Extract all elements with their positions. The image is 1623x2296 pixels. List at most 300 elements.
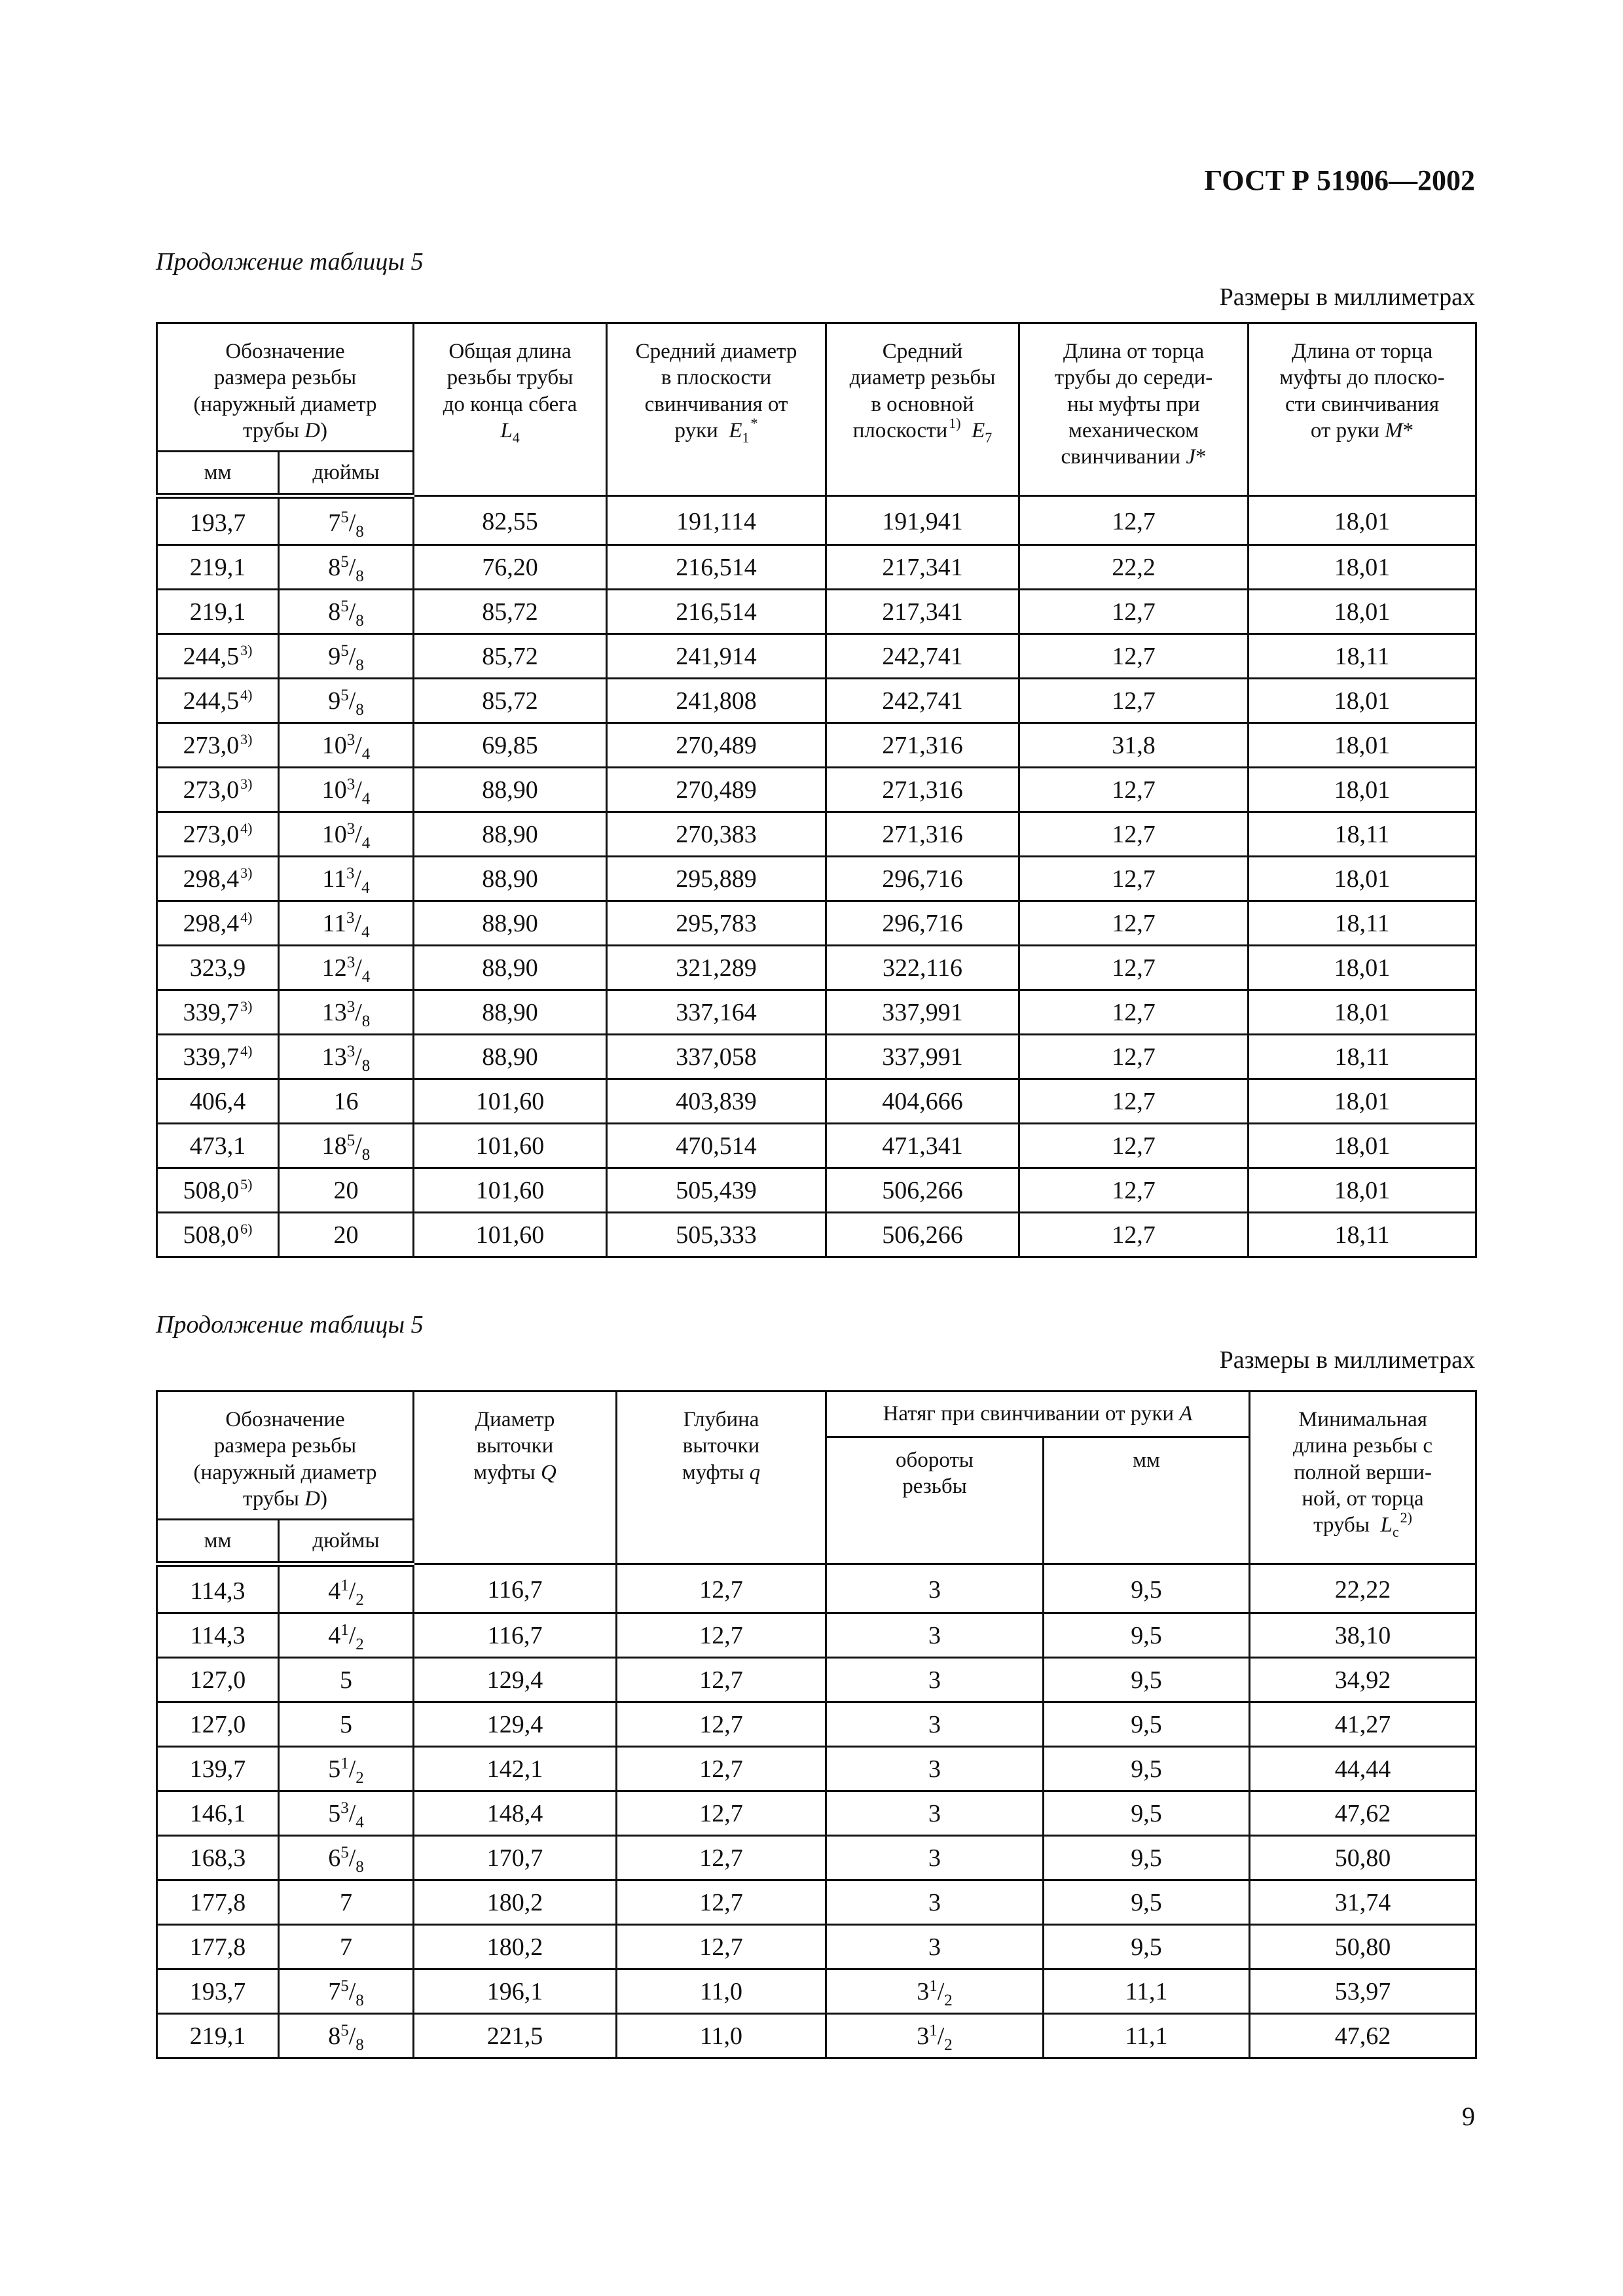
cell-standoff-mm: 9,5 (1044, 1791, 1250, 1836)
inch-slash: / (348, 509, 356, 537)
cell-length-m: 18,01 (1249, 946, 1476, 990)
cell-length-j: 12,7 (1019, 1213, 1249, 1257)
table-row (157, 679, 1476, 723)
cell-mm (157, 496, 279, 545)
turns-cell (826, 1969, 1044, 2014)
turns-cell (826, 1747, 1044, 1791)
cell-standoff-mm: 9,5 (1044, 1613, 1250, 1658)
cell-pitch-e7: 322,116 (826, 946, 1019, 990)
t1-header-length-m: Длина от торца муфты до плоско- сти свинчивания от руки M* (1249, 323, 1476, 496)
inch-cell (279, 1213, 414, 1257)
t2-header-designation: Обозначение размера резьбы (наружный диаметр трубы D) (157, 1391, 414, 1520)
inch-slash: / (354, 865, 362, 893)
inch-denominator: 8 (356, 656, 364, 674)
cell-min-length: 38,10 (1250, 1613, 1476, 1658)
table-row (157, 1880, 1476, 1925)
mm-value: 508,0 (183, 1176, 240, 1204)
inch-cell (279, 1079, 414, 1124)
cell-min-length: 22,22 (1250, 1564, 1476, 1613)
cell-mm (157, 1836, 279, 1880)
table-row (157, 901, 1476, 946)
cell-length-m: 18,01 (1249, 1168, 1476, 1213)
inch-whole: 11 (322, 865, 347, 893)
inch-slash: / (355, 1043, 362, 1071)
cell-length-m: 18,11 (1249, 634, 1476, 679)
cell-pitch-e7: 217,341 (826, 545, 1019, 590)
inch-whole: 5 (340, 1666, 352, 1694)
inch-cell (279, 1969, 414, 2014)
footnote-ref: 4) (240, 819, 253, 836)
cell-recess-diameter: 180,2 (414, 1925, 617, 1969)
cell-recess-depth: 12,7 (617, 1836, 826, 1880)
inch-numerator: 1 (340, 1576, 349, 1594)
cell-standoff-mm: 9,5 (1044, 1836, 1250, 1880)
footnote-ref: 4) (240, 908, 253, 925)
turns-cell (826, 1925, 1044, 1969)
cell-min-length: 34,92 (1250, 1658, 1476, 1702)
cell-recess-depth: 11,0 (617, 1969, 826, 2014)
t2-header-mm: мм (157, 1520, 279, 1564)
t2-header-min-length: Минимальная длина резьбы с полной верши- ной, от торца трубы $L_c^{2)}$ (1250, 1391, 1476, 1564)
inch-slash: / (348, 642, 356, 670)
inch-slash: / (348, 598, 356, 626)
inch-denominator: 4 (361, 923, 370, 941)
turns-denominator: 2 (944, 1991, 953, 2009)
cell-pitch-e1: 295,783 (607, 901, 826, 946)
t1-header-length-l4: Общая длина резьбы трубы до конца сбега $L_4$ (414, 323, 607, 496)
cell-length-j: 12,7 (1019, 946, 1249, 990)
inch-whole: 4 (328, 1577, 341, 1605)
cell-length-l4: 85,72 (414, 590, 607, 634)
cell-length-m: 18,01 (1249, 723, 1476, 768)
cell-length-l4: 88,90 (414, 901, 607, 946)
table2-units: Размеры в миллиметрах (1219, 1346, 1475, 1374)
cell-mm (157, 812, 279, 857)
cell-standoff-mm: 9,5 (1044, 1564, 1250, 1613)
cell-length-l4: 101,60 (414, 1124, 607, 1168)
inch-numerator: 3 (340, 1799, 349, 1817)
footnote-ref: 3) (240, 641, 253, 658)
cell-length-m: 18,01 (1249, 1124, 1476, 1168)
cell-mm (157, 1658, 279, 1702)
inch-cell (279, 1613, 414, 1658)
cell-pitch-e7: 217,341 (826, 590, 1019, 634)
inch-slash: / (355, 776, 362, 804)
cell-pitch-e1: 321,289 (607, 946, 826, 990)
t1-header-designation: Обозначение размера резьбы (наружный диаметр трубы D) (157, 323, 414, 452)
inch-numerator: 5 (340, 641, 349, 660)
turns-denominator: 2 (944, 2036, 953, 2054)
cell-recess-diameter: 142,1 (414, 1747, 617, 1791)
table2-caption: Продолжение таблицы 5 (156, 1311, 424, 1338)
turns-cell (826, 1791, 1044, 1836)
inch-numerator: 5 (340, 1977, 349, 1995)
cell-length-l4: 85,72 (414, 634, 607, 679)
cell-mm (157, 545, 279, 590)
inch-whole: 5 (340, 1710, 352, 1738)
turns-cell (826, 2014, 1044, 2058)
mm-value: 244,5 (183, 687, 240, 715)
cell-recess-diameter: 116,7 (414, 1613, 617, 1658)
mm-value: 219,1 (189, 553, 246, 581)
inch-cell (279, 1747, 414, 1791)
table-row (157, 1969, 1476, 2014)
cell-standoff-mm: 9,5 (1044, 1925, 1250, 1969)
cell-standoff-mm: 9,5 (1044, 1880, 1250, 1925)
turns-whole: 3 (928, 1755, 941, 1783)
cell-length-j: 12,7 (1019, 590, 1249, 634)
cell-pitch-e1: 216,514 (607, 590, 826, 634)
cell-recess-diameter: 180,2 (414, 1880, 617, 1925)
turns-slash: / (937, 1977, 945, 2005)
turns-cell (826, 1564, 1044, 1613)
cell-length-l4: 101,60 (414, 1213, 607, 1257)
inch-numerator: 5 (340, 597, 349, 615)
inch-numerator: 5 (340, 552, 349, 571)
cell-mm (157, 634, 279, 679)
inch-denominator: 4 (361, 878, 370, 897)
cell-pitch-e1: 216,514 (607, 545, 826, 590)
cell-pitch-e1: 470,514 (607, 1124, 826, 1168)
mm-value: 298,4 (183, 909, 240, 937)
cell-pitch-e7: 242,741 (826, 679, 1019, 723)
cell-length-j: 12,7 (1019, 812, 1249, 857)
turns-cell (826, 1880, 1044, 1925)
turns-whole: 3 (928, 1799, 941, 1827)
mm-value: 298,4 (183, 865, 240, 893)
table2 (156, 1390, 1477, 2059)
cell-recess-diameter: 196,1 (414, 1969, 617, 2014)
cell-length-l4: 88,90 (414, 857, 607, 901)
cell-mm (157, 1702, 279, 1747)
cell-pitch-e1: 295,889 (607, 857, 826, 901)
t2-header-recess-diameter: Диаметр выточки муфты Q (414, 1391, 617, 1564)
turns-whole: 3 (928, 1933, 941, 1961)
inch-denominator: 4 (361, 789, 371, 808)
table-row (157, 590, 1476, 634)
cell-mm (157, 1925, 279, 1969)
cell-standoff-mm: 11,1 (1044, 1969, 1250, 2014)
footnote-ref: 4) (240, 1042, 253, 1059)
cell-length-j: 12,7 (1019, 990, 1249, 1035)
cell-length-l4: 69,85 (414, 723, 607, 768)
inch-numerator: 3 (346, 953, 356, 971)
inch-cell (279, 990, 414, 1035)
cell-pitch-e7: 506,266 (826, 1213, 1019, 1257)
inch-whole: 7 (328, 509, 341, 537)
inch-denominator: 8 (356, 1857, 364, 1876)
table-row (157, 496, 1476, 545)
cell-mm (157, 2014, 279, 2058)
cell-length-m: 18,01 (1249, 590, 1476, 634)
inch-whole: 12 (321, 954, 347, 982)
cell-recess-depth: 12,7 (617, 1613, 826, 1658)
inch-slash: / (348, 2022, 356, 2050)
table-row (157, 1613, 1476, 1658)
inch-numerator: 3 (346, 730, 356, 749)
inch-whole: 8 (328, 598, 341, 626)
cell-mm (157, 768, 279, 812)
inch-cell (279, 1035, 414, 1079)
mm-value: 244,5 (183, 642, 240, 670)
cell-recess-diameter: 221,5 (414, 2014, 617, 2058)
inch-slash: / (348, 1755, 356, 1783)
inch-cell (279, 812, 414, 857)
mm-value: 146,1 (189, 1799, 246, 1827)
inch-cell (279, 768, 414, 812)
t1-header-pitch-e7: Средний диаметр резьбы в основной плоскости$^{1)}$ $E_7$ (826, 323, 1019, 496)
table-row (157, 1658, 1476, 1702)
inch-whole: 9 (328, 687, 341, 715)
inch-cell (279, 679, 414, 723)
table-row (157, 1124, 1476, 1168)
cell-length-l4: 101,60 (414, 1168, 607, 1213)
cell-length-j: 12,7 (1019, 1035, 1249, 1079)
cell-pitch-e7: 271,316 (826, 723, 1019, 768)
inch-denominator: 2 (356, 1768, 364, 1787)
t2-header-recess-depth: Глубина выточки муфты q (617, 1391, 826, 1564)
inch-cell (279, 545, 414, 590)
inch-denominator: 8 (356, 611, 364, 630)
table-row (157, 1035, 1476, 1079)
cell-mm (157, 1791, 279, 1836)
mm-value: 406,4 (189, 1087, 246, 1115)
cell-length-j: 12,7 (1019, 1079, 1249, 1124)
cell-mm (157, 901, 279, 946)
table-row (157, 946, 1476, 990)
t2-header-standoff-mm: мм (1044, 1437, 1250, 1564)
turns-whole: 3 (928, 1666, 941, 1694)
table-row (157, 1836, 1476, 1880)
inch-denominator: 8 (356, 1991, 364, 2009)
inch-slash: / (348, 1621, 356, 1649)
table-row (157, 723, 1476, 768)
inch-whole: 7 (340, 1888, 352, 1916)
cell-pitch-e7: 191,941 (826, 496, 1019, 545)
turns-slash: / (937, 2022, 945, 2050)
mm-value: 127,0 (189, 1666, 246, 1694)
footnote-ref: 5) (240, 1175, 253, 1193)
inch-whole: 5 (328, 1755, 341, 1783)
turns-numerator: 1 (929, 1977, 938, 1995)
cell-mm (157, 1880, 279, 1925)
turns-whole: 3 (928, 1844, 941, 1872)
cell-recess-depth: 12,7 (617, 1658, 826, 1702)
inch-cell (279, 1702, 414, 1747)
inch-numerator: 3 (346, 908, 355, 927)
inch-slash: / (355, 954, 362, 982)
mm-value: 219,1 (189, 598, 246, 626)
turns-cell (826, 1613, 1044, 1658)
inch-cell (279, 1658, 414, 1702)
inch-cell (279, 1880, 414, 1925)
inch-cell (279, 1836, 414, 1880)
cell-min-length: 47,62 (1250, 2014, 1476, 2058)
footnote-ref: 3) (240, 864, 253, 881)
cell-length-l4: 88,90 (414, 812, 607, 857)
mm-value: 139,7 (189, 1755, 246, 1783)
turns-whole: 3 (928, 1621, 941, 1649)
inch-cell (279, 857, 414, 901)
table-row (157, 812, 1476, 857)
cell-recess-depth: 12,7 (617, 1880, 826, 1925)
cell-min-length: 50,80 (1250, 1836, 1476, 1880)
cell-pitch-e1: 191,114 (607, 496, 826, 545)
cell-recess-diameter: 148,4 (414, 1791, 617, 1836)
cell-mm (157, 1079, 279, 1124)
turns-numerator: 1 (929, 2021, 938, 2039)
table-row (157, 1564, 1476, 1613)
inch-cell (279, 1124, 414, 1168)
inch-whole: 13 (321, 1043, 347, 1071)
inch-numerator: 5 (346, 1131, 356, 1149)
cell-mm (157, 590, 279, 634)
table-row (157, 1168, 1476, 1213)
cell-pitch-e1: 270,383 (607, 812, 826, 857)
cell-length-j: 12,7 (1019, 634, 1249, 679)
turns-whole: 3 (917, 2022, 930, 2050)
inch-cell (279, 1925, 414, 1969)
cell-recess-diameter: 116,7 (414, 1564, 617, 1613)
cell-length-l4: 88,90 (414, 768, 607, 812)
mm-value: 114,3 (190, 1577, 246, 1605)
inch-slash: / (355, 820, 362, 848)
inch-whole: 11 (322, 909, 347, 937)
cell-length-l4: 82,55 (414, 496, 607, 545)
cell-mm (157, 1168, 279, 1213)
cell-recess-diameter: 129,4 (414, 1658, 617, 1702)
inch-cell (279, 901, 414, 946)
inch-cell (279, 2014, 414, 2058)
table-row (157, 2014, 1476, 2058)
cell-mm (157, 723, 279, 768)
footnote-ref: 3) (240, 730, 253, 747)
cell-length-m: 18,11 (1249, 812, 1476, 857)
cell-mm (157, 1564, 279, 1613)
cell-length-l4: 88,90 (414, 946, 607, 990)
cell-mm (157, 990, 279, 1035)
inch-numerator: 3 (346, 864, 355, 882)
inch-whole: 7 (328, 1977, 341, 2005)
inch-cell (279, 590, 414, 634)
cell-recess-diameter: 129,4 (414, 1702, 617, 1747)
cell-min-length: 50,80 (1250, 1925, 1476, 1969)
cell-length-j: 12,7 (1019, 1168, 1249, 1213)
cell-pitch-e7: 271,316 (826, 812, 1019, 857)
cell-length-l4: 88,90 (414, 990, 607, 1035)
inch-whole: 5 (328, 1799, 341, 1827)
inch-numerator: 3 (346, 775, 356, 793)
inch-denominator: 2 (356, 1635, 364, 1653)
table-row (157, 1702, 1476, 1747)
mm-value: 273,0 (183, 820, 240, 848)
table1 (156, 322, 1477, 1258)
inch-whole: 6 (328, 1844, 341, 1872)
table-row (157, 1079, 1476, 1124)
cell-min-length: 44,44 (1250, 1747, 1476, 1791)
inch-whole: 10 (321, 731, 347, 759)
cell-min-length: 53,97 (1250, 1969, 1476, 2014)
cell-pitch-e7: 337,991 (826, 1035, 1019, 1079)
cell-length-m: 18,01 (1249, 1079, 1476, 1124)
inch-numerator: 3 (346, 997, 356, 1016)
cell-length-l4: 88,90 (414, 1035, 607, 1079)
cell-length-m: 18,11 (1249, 1035, 1476, 1079)
cell-pitch-e1: 270,489 (607, 723, 826, 768)
document-code: ГОСТ Р 51906—2002 (1204, 164, 1475, 196)
cell-recess-depth: 12,7 (617, 1564, 826, 1613)
table1-caption: Продолжение таблицы 5 (156, 248, 424, 276)
cell-pitch-e1: 337,164 (607, 990, 826, 1035)
mm-value: 339,7 (183, 1043, 240, 1071)
cell-length-m: 18,01 (1249, 496, 1476, 545)
cell-length-m: 18,01 (1249, 768, 1476, 812)
inch-numerator: 5 (340, 686, 349, 704)
cell-pitch-e1: 403,839 (607, 1079, 826, 1124)
inch-denominator: 4 (356, 1813, 364, 1831)
table-row (157, 1747, 1476, 1791)
inch-denominator: 4 (361, 834, 371, 852)
cell-pitch-e1: 270,489 (607, 768, 826, 812)
cell-pitch-e7: 337,991 (826, 990, 1019, 1035)
inch-slash: / (355, 998, 362, 1026)
footnote-ref: 6) (240, 1220, 253, 1237)
cell-mm (157, 1613, 279, 1658)
mm-value: 273,0 (183, 731, 240, 759)
cell-recess-depth: 11,0 (617, 2014, 826, 2058)
t2-header-standoff: Натяг при свинчивании от руки A (826, 1391, 1250, 1437)
inch-cell (279, 1564, 414, 1613)
cell-length-j: 31,8 (1019, 723, 1249, 768)
mm-value: 177,8 (189, 1888, 246, 1916)
cell-length-l4: 101,60 (414, 1079, 607, 1124)
inch-slash: / (355, 1132, 362, 1160)
inch-whole: 7 (340, 1933, 352, 1961)
inch-cell (279, 1791, 414, 1836)
cell-pitch-e7: 242,741 (826, 634, 1019, 679)
cell-min-length: 31,74 (1250, 1880, 1476, 1925)
inch-whole: 13 (321, 998, 347, 1026)
inch-slash: / (348, 687, 356, 715)
mm-value: 473,1 (189, 1132, 246, 1160)
inch-denominator: 4 (361, 745, 371, 763)
turns-cell (826, 1658, 1044, 1702)
cell-recess-depth: 12,7 (617, 1791, 826, 1836)
cell-min-length: 41,27 (1250, 1702, 1476, 1747)
inch-whole: 10 (321, 820, 347, 848)
cell-mm (157, 1035, 279, 1079)
cell-standoff-mm: 9,5 (1044, 1747, 1250, 1791)
mm-value: 273,0 (183, 776, 240, 804)
inch-denominator: 8 (356, 2036, 364, 2054)
inch-denominator: 8 (361, 1056, 371, 1075)
inch-whole: 16 (333, 1087, 359, 1115)
table-row (157, 990, 1476, 1035)
mm-value: 127,0 (189, 1710, 246, 1738)
mm-value: 193,7 (189, 509, 246, 537)
cell-mm (157, 946, 279, 990)
turns-whole: 3 (928, 1576, 941, 1604)
mm-value: 177,8 (189, 1933, 246, 1961)
cell-recess-depth: 12,7 (617, 1702, 826, 1747)
cell-recess-diameter: 170,7 (414, 1836, 617, 1880)
cell-mm (157, 1213, 279, 1257)
inch-cell (279, 946, 414, 990)
turns-cell (826, 1702, 1044, 1747)
inch-whole: 18 (321, 1132, 347, 1160)
inch-whole: 8 (328, 553, 341, 581)
table-row (157, 1791, 1476, 1836)
